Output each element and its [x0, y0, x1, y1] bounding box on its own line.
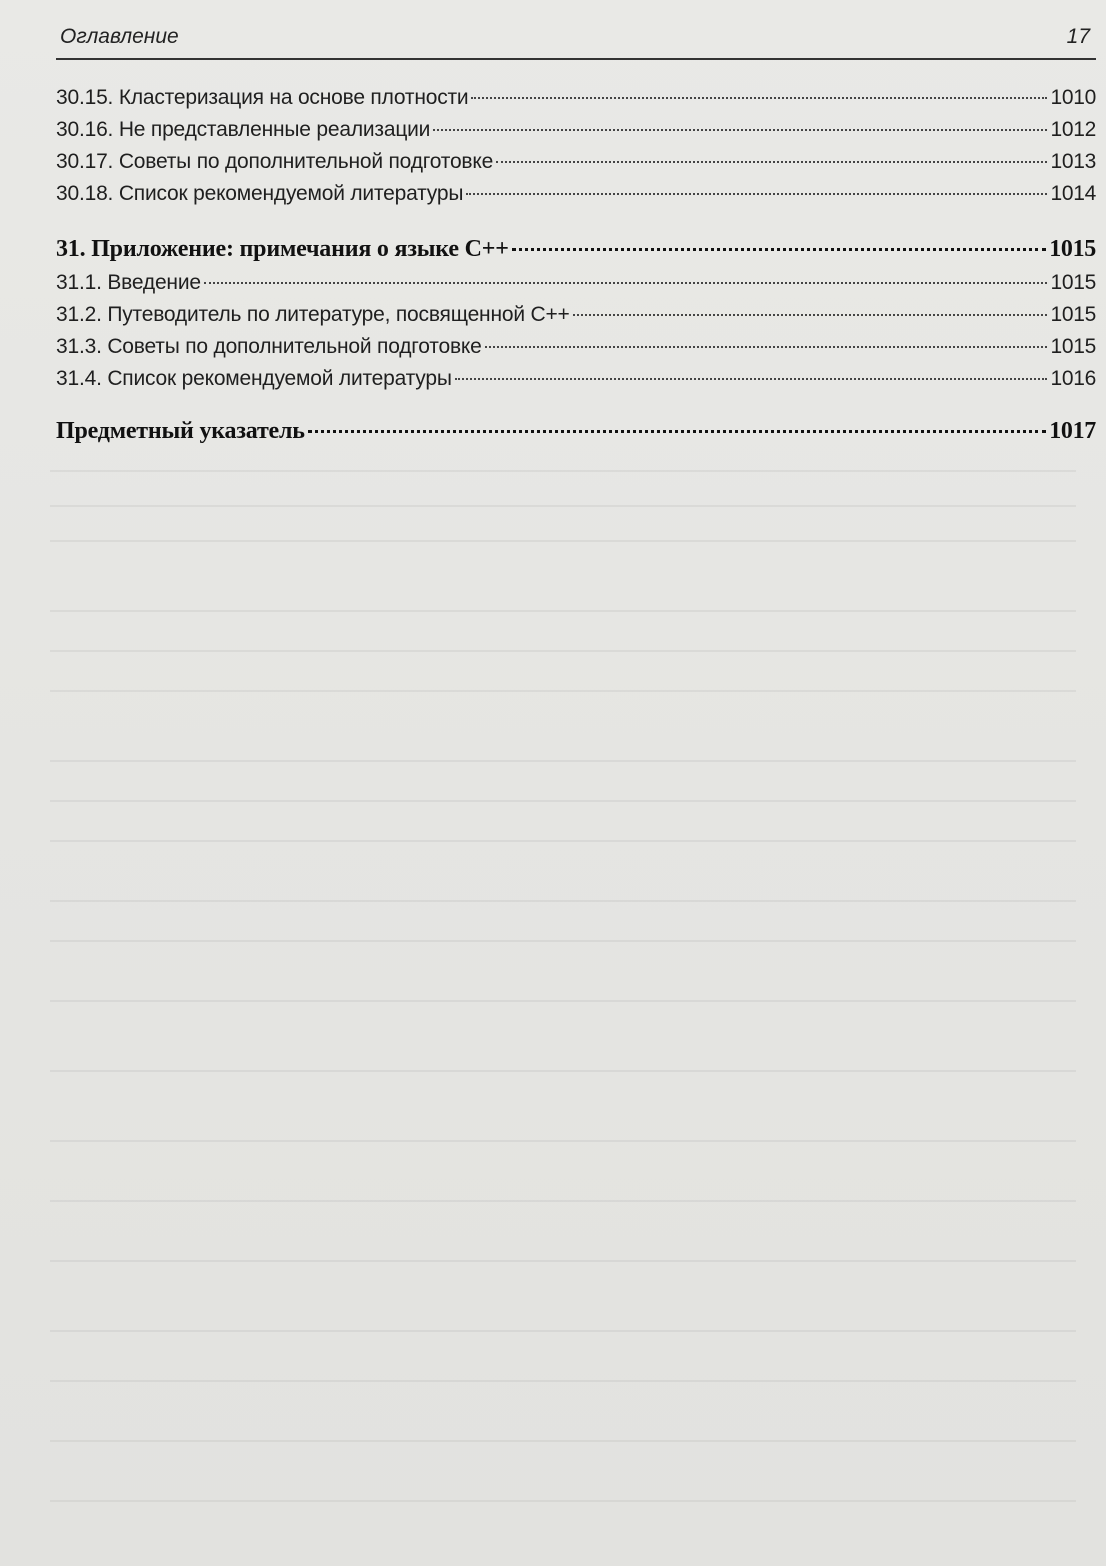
toc-entry-30-18 — [56, 182, 1096, 214]
toc-entry-page: 1013 — [1050, 150, 1096, 173]
toc-entry-label: 31.4. Список рекомендуемой литературы — [56, 367, 452, 390]
toc-entry-30-15 — [56, 86, 1096, 118]
toc-entry-label: 30.18. Список рекомендуемой литературы — [56, 182, 464, 205]
toc-entry-30-17 — [56, 150, 1096, 182]
toc-index-page: 1017 — [1049, 418, 1096, 444]
toc-leader-dots — [512, 248, 1047, 251]
toc-leader-dots — [466, 193, 1047, 195]
toc-entry-31-4 — [56, 367, 1096, 399]
running-header — [56, 22, 1096, 60]
toc-leader-dots — [204, 282, 1048, 284]
toc-entry-label: 31.2. Путеводитель по литературе, посвященной С++ — [56, 303, 570, 326]
toc-index — [56, 418, 1096, 454]
toc-entry-30-16 — [56, 118, 1096, 150]
toc-entry-31-3 — [56, 335, 1096, 367]
toc-entry-page: 1012 — [1050, 118, 1096, 141]
toc-section-31 — [56, 271, 1096, 399]
toc-entry-label: 30.17. Советы по дополнительной подготовке — [56, 150, 494, 173]
toc-entry-31-1 — [56, 271, 1096, 303]
toc-entry-label: 30.15. Кластеризация на основе плотности — [56, 86, 469, 109]
toc-chapter-31 — [56, 236, 1096, 272]
toc-entry-31-2 — [56, 303, 1096, 335]
toc-leader-dots — [471, 97, 1047, 99]
toc-leader-dots — [455, 378, 1048, 380]
toc-entry-page: 1014 — [1050, 182, 1096, 205]
toc-chapter-entry — [56, 236, 1096, 272]
toc-entry-label: 31.3. Советы по дополнительной подготовке — [56, 335, 482, 358]
toc-index-entry — [56, 418, 1096, 454]
toc-entry-page: 1016 — [1050, 367, 1096, 390]
toc-entry-label: 31.1. Введение — [56, 271, 201, 294]
running-header-title: Оглавление — [60, 25, 179, 48]
toc-chapter-label: 31. Приложение: примечания о языке С++ — [56, 236, 509, 262]
toc-chapter-page: 1015 — [1049, 236, 1096, 262]
toc-leader-dots — [485, 346, 1048, 348]
toc-index-label: Предметный указатель — [56, 418, 305, 444]
toc-leader-dots — [308, 430, 1046, 433]
toc-leader-dots — [573, 314, 1048, 316]
toc-entry-page: 1010 — [1050, 86, 1096, 109]
toc-section-30 — [56, 86, 1096, 214]
toc-entry-label: 30.16. Не представленные реализации — [56, 118, 431, 141]
page-number: 17 — [1066, 25, 1090, 48]
toc-entry-page: 1015 — [1050, 271, 1096, 294]
toc-leader-dots — [496, 161, 1047, 163]
toc-entry-page: 1015 — [1050, 335, 1096, 358]
toc-leader-dots — [433, 129, 1047, 131]
toc-entry-page: 1015 — [1050, 303, 1096, 326]
